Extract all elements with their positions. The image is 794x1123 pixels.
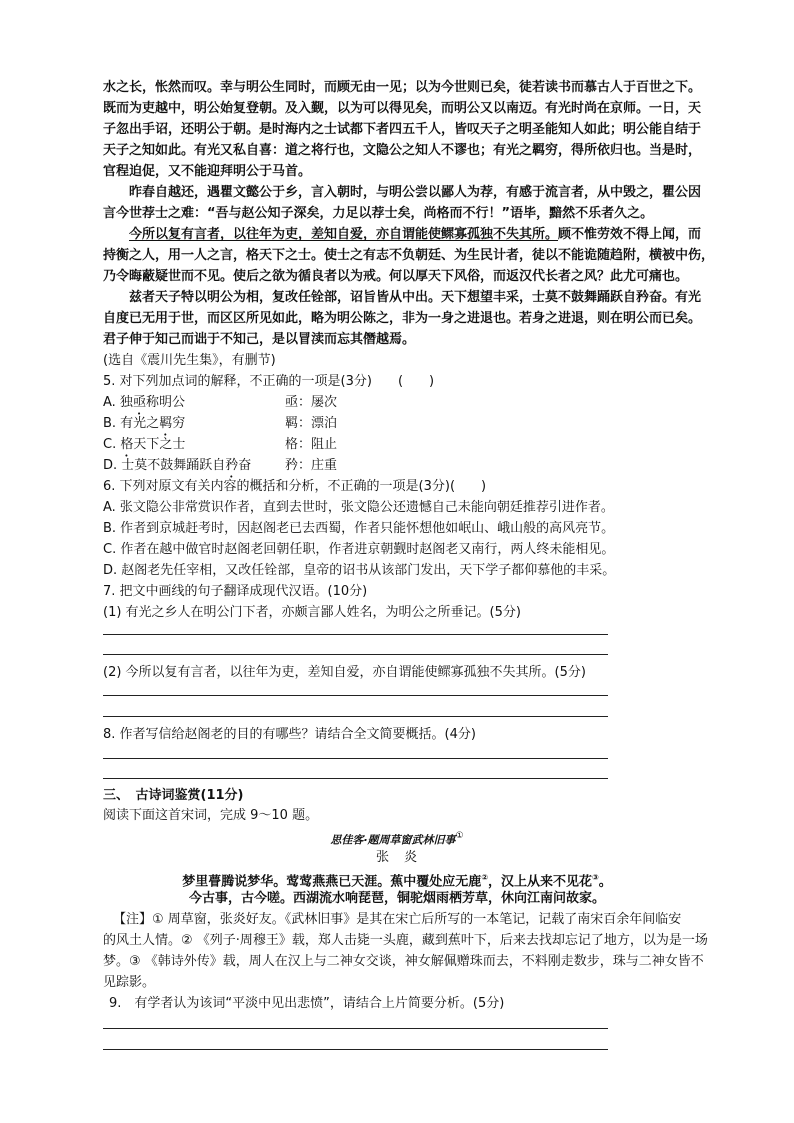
passage-line: 既而为吏越中，明公始复登朝。及入觐，以为可以得见矣，而明公又以南迈。有光时尚在京师。一日，天 — [103, 101, 702, 116]
answer-line[interactable] — [103, 778, 608, 779]
passage-line: 自度已无用于世，而区区所见如此，略为明公陈之，非为一身之进退也。若身之进退，则在明公而已矣。 — [103, 311, 702, 326]
q5-option-d: D. 士莫不鼓舞踊跃自矜奋 矜：庄重 — [103, 458, 338, 473]
underlined-sentence: 今所以复有言者，以往年为吏，差知自爱，亦自谓能使鳏寡孤独不失其所。 — [129, 227, 559, 242]
passage-source: (选自《震川先生集》，有删节) — [103, 353, 276, 368]
passage-text: 顾不惟劳效不得上闻，而 — [558, 227, 702, 242]
passage-line: 水之长，怅然而叹。幸与明公生同时，而顾无由一见；以为今世则已矣，徒若读书而慕古人于百世之下。 — [103, 80, 702, 95]
q6-option-a: A. 张文隐公非常赏识作者，直到去世时，张文隐公还遗憾自己未能向朝廷推荐引进作者。 — [103, 500, 614, 515]
answer-line[interactable] — [103, 654, 608, 655]
q5-option-c: C. 格天下之士 格：阻止 — [103, 437, 338, 452]
passage-line: 言今世荐士之难：“吾与赵公知子深矣，力足以荐士矣，尚格而不行！”语毕，黯然不乐者久之。 — [103, 206, 654, 221]
question-5-stem: 5. 对下列加点词的解释，不正确的一项是(3分) ( ) — [103, 374, 435, 389]
answer-line[interactable] — [103, 716, 608, 717]
passage-line: 昨春自越还，遇瞿文懿公于乡，言入朝时，与明公尝以鄙人为荐，有感于流言者，从中毁之，瞿公因 — [129, 185, 702, 200]
passage-line: 天子之知如此。有光又私自喜：道之将行也，文隐公之知人不谬也；有光之羁穷，得所依归也。当是时， — [103, 143, 702, 158]
poem-note: 的风土人情。② 《列子·周穆王》载，郑人击毙一头鹿，藏到蕉叶下，后来去找却忘记了地方，以为是一场 — [103, 933, 708, 948]
passage-line — [103, 226, 728, 243]
q5-option-b: B. 有光之羁穷 羁：漂泊 — [103, 416, 338, 431]
question-9-stem: 9. 有学者认为该词“平淡中见出悲愤”，请结合上片简要分析。(5分) — [109, 996, 505, 1011]
question-6-stem: 6. 下列对原文有关内容的概括和分析，不正确的一项是(3分)( ) — [103, 479, 487, 494]
q5-option-a: A. 独亟称明公 亟：屡次 — [103, 395, 338, 410]
poem-title: 思佳客·题周草窗武林旧事① — [330, 831, 464, 847]
q6-option-b: B. 作者到京城赶考时，因赵阁老已去西蜀，作者只能怀想他如岷山、峨山般的高风亮节。 — [103, 521, 615, 536]
passage-line: 持衡之人，用一人之言，格天下之士。使士之有志不负朝廷、为生民计者，徒以不能诡随趋附，横被中伤， — [103, 248, 715, 263]
poem-author: 张 炎 — [375, 850, 418, 865]
poem-line-1: 梦里瞢腾说梦华。莺莺燕燕已天涯。蕉中覆处应无鹿②，汉上从来不见花③。 — [182, 873, 612, 890]
passage-line: 兹者天子特以明公为相，复改任铨部，诏旨皆从中出。天下想望丰采，士莫不鼓舞踊跃自矜奋。有光 — [129, 290, 702, 305]
section-3-instruction: 阅读下面这首宋词，完成 9～10 题。 — [103, 808, 319, 823]
section-3-heading: 三、 古诗词鉴赏(11分) — [103, 788, 244, 803]
poem-line-2: 今古事，古今嗟。西湖流水响琵琶，铜驼烟雨栖芳草，休向江南问故家。 — [188, 891, 605, 906]
q6-option-d: D. 赵阁老先任宰相，又改任铨部，皇帝的诏书从该部门发出，天下学子都仰慕他的丰采。 — [103, 563, 616, 578]
poem-note: 【注】① 周草窗，张炎好友。《武林旧事》是其在宋亡后所写的一本笔记，记载了南宋百余年间临安 — [113, 912, 682, 927]
passage-line: 官程迫促，又不能迎拜明公于马首。 — [103, 164, 312, 179]
answer-line[interactable] — [103, 634, 608, 635]
answer-line[interactable] — [103, 758, 608, 759]
answer-line[interactable] — [103, 1049, 608, 1050]
passage-line: 君子伸于知己而诎于不知己，是以冒渎而忘其僭越焉。 — [103, 332, 416, 347]
question-7-sub-1: (1) 有光之乡人在明公门下者，亦颇言鄙人姓名，为明公之所垂记。(5分) — [103, 605, 521, 620]
question-8-stem: 8. 作者写信给赵阁老的目的有哪些？请结合全文简要概括。(4分) — [103, 727, 476, 742]
passage-line: 乃令晦蔽疑世而不见。使后之欲为循良者以为戒。何以厚天下风俗，而返汉代长者之风？此尤可痛也。 — [103, 269, 689, 284]
poem-note: 见踪影。 — [103, 975, 156, 990]
answer-line[interactable] — [103, 695, 608, 696]
q6-option-c: C. 作者在越中做官时赵阁老回朝任职，作者进京朝觐时赵阁老又南行，两人终未能相见。 — [103, 542, 615, 557]
answer-line[interactable] — [103, 1028, 608, 1029]
poem-note: 梦。③ 《韩诗外传》载，周人在汉上与二神女交谈，神女解佩赠珠而去，不料刚走数步，珠与二神女皆不 — [103, 954, 704, 969]
passage-line: 子忽出手诏，还明公于朝。是时海内之士试都下者四五千人，皆叹天子之明圣能知人如此；明公能自结于 — [103, 122, 702, 137]
question-7-stem: 7. 把文中画线的句子翻译成现代汉语。(10分) — [103, 584, 368, 599]
question-7-sub-2: (2) 今所以复有言者，以往年为吏，差知自爱，亦自谓能使鳏寡孤独不失其所。(5分) — [103, 665, 586, 680]
